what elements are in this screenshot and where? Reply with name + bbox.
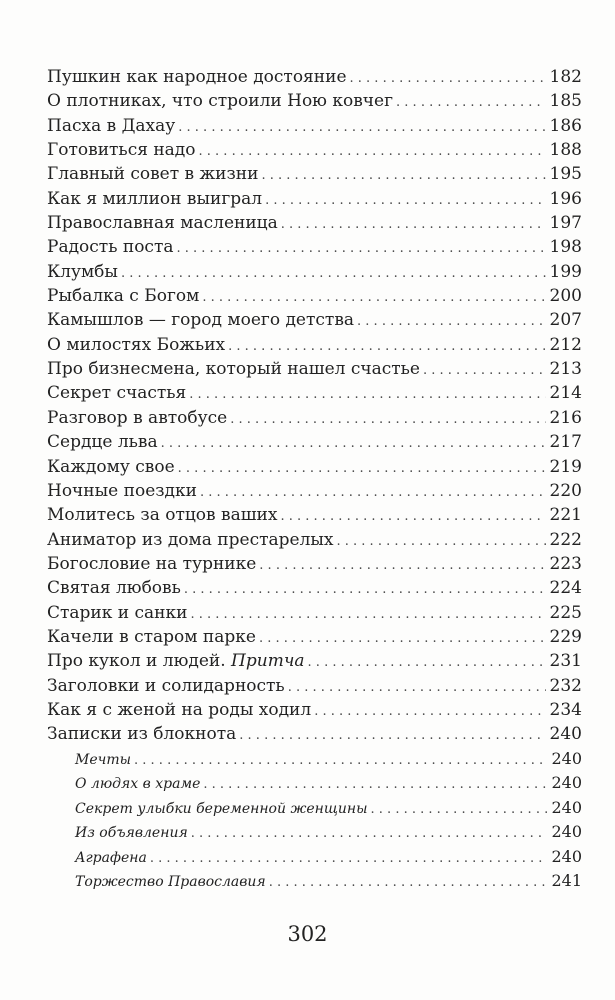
toc-entry-page: 214 [549, 383, 582, 404]
dot-leader [396, 91, 546, 115]
toc-entry-page: 213 [549, 359, 582, 380]
toc-entry [47, 455, 582, 479]
toc-subentry [47, 771, 582, 796]
toc-entry-title: Клумбы [47, 261, 118, 282]
dot-leader [280, 505, 545, 529]
dot-leader [423, 359, 546, 383]
toc-entry-page: 197 [549, 213, 582, 234]
dot-leader [199, 140, 546, 164]
dot-leader [288, 676, 546, 700]
toc-entry-title: Разговор в автобусе [47, 407, 228, 428]
toc-subentry-page: 240 [551, 748, 582, 768]
toc-subentry-title: Секрет улыбки беременной женщины [75, 800, 368, 817]
toc-entry [47, 187, 582, 211]
toc-subentry [47, 747, 582, 772]
toc-subentry-title: Из объявления [75, 825, 188, 842]
toc-entry-title: Каждому свое [47, 456, 175, 477]
table-of-contents [47, 65, 582, 894]
toc-entry-title: Пушкин как народное достояние [47, 67, 347, 87]
toc-entry-page: 200 [549, 286, 582, 307]
dot-leader [178, 116, 545, 140]
toc-entry-title: Заголовки и солидарность [47, 675, 285, 696]
toc-entry-title: Ночные поездки [47, 480, 197, 501]
toc-entry-title: Записки из блокнота [47, 724, 237, 745]
toc-entry-title: Старик и санки [47, 602, 188, 623]
dot-leader [184, 578, 546, 602]
toc-entry [47, 381, 582, 405]
toc-subentry-page: 240 [551, 846, 582, 866]
toc-entry-page: 229 [549, 626, 582, 647]
dot-leader [259, 627, 546, 651]
toc-entry-page: 217 [549, 432, 582, 453]
toc-entry [47, 601, 582, 625]
dot-leader [350, 67, 546, 91]
dot-leader [308, 651, 546, 675]
toc-entry [47, 65, 582, 89]
toc-entry-title: Рыбалка с Богом [47, 286, 200, 307]
toc-entry [47, 357, 582, 381]
toc-entry-page: 182 [549, 67, 582, 87]
dot-leader [203, 773, 547, 797]
toc-entry-title: Аниматор из дома престарелых [47, 529, 334, 550]
toc-entry-title-text: Про кукол и людей. [47, 651, 226, 672]
toc-entry-page: 234 [549, 699, 582, 720]
dot-leader [190, 603, 545, 627]
dot-leader [121, 262, 546, 286]
dot-leader [239, 724, 545, 748]
toc-entry [47, 528, 582, 552]
dot-leader [259, 554, 545, 578]
toc-entry-page: 223 [549, 553, 582, 574]
dot-leader [161, 432, 546, 456]
toc-entry-page: 195 [549, 164, 582, 185]
dot-leader [314, 700, 545, 724]
dot-leader [337, 530, 546, 554]
toc-entry [47, 674, 582, 698]
dot-leader [371, 798, 548, 822]
toc-entry-title: Про бизнесмена, который нашел счастье [47, 359, 420, 380]
dot-leader [230, 408, 545, 432]
toc-subentry [47, 869, 582, 894]
toc-entry-title: Как я с женой на роды ходил [47, 699, 312, 720]
toc-entry-title-italic: Притча [231, 651, 305, 672]
toc-entry [47, 722, 582, 746]
toc-entry-page: 212 [549, 334, 582, 355]
toc-entry [47, 333, 582, 357]
toc-entry [47, 479, 582, 503]
dot-leader [202, 286, 545, 310]
toc-entry-page: 224 [549, 578, 582, 599]
toc-subentry-title: Аграфена [75, 849, 147, 866]
toc-entry-title: Богословие на турнике [47, 553, 257, 574]
toc-entry-title: Сердце льва [47, 432, 158, 453]
toc-entry-title: Главный совет в жизни [47, 164, 259, 185]
toc-entry-page: 185 [549, 91, 582, 112]
toc-entry [47, 406, 582, 430]
dot-leader [178, 457, 546, 481]
toc-entry [47, 211, 582, 235]
toc-entry-title: Секрет счастья [47, 383, 187, 404]
toc-entry-page: 199 [549, 261, 582, 282]
toc-entry-page: 219 [549, 456, 582, 477]
toc-subentry-title: Торжество Православия [75, 874, 266, 891]
toc-subentry [47, 845, 582, 870]
toc-entry-title: Пасха в Дахау [47, 115, 176, 136]
toc-entry-page: 198 [549, 237, 582, 258]
toc-subentry-title: Мечты [75, 751, 132, 768]
toc-entry [47, 698, 582, 722]
toc-subentry [47, 820, 582, 845]
toc-entry-title [47, 649, 305, 673]
toc-entry-title: Качели в старом парке [47, 626, 256, 647]
page-number: 302 [287, 922, 328, 946]
toc-entry [47, 649, 582, 673]
toc-entry-page: 232 [549, 675, 582, 696]
dot-leader [261, 164, 545, 188]
toc-entry-page: 216 [549, 407, 582, 428]
toc-entry-title: Православная масленица [47, 213, 278, 234]
toc-entry-page: 240 [549, 724, 582, 745]
toc-entry-page: 186 [549, 115, 582, 136]
dot-leader [177, 237, 546, 261]
toc-entry [47, 260, 582, 284]
toc-entry [47, 114, 582, 138]
toc-entry [47, 138, 582, 162]
toc-entry-title: Молитесь за отцов ваших [47, 505, 278, 526]
toc-entry-page: 221 [549, 505, 582, 526]
toc-entry-page: 220 [549, 480, 582, 501]
toc-entry-page: 231 [549, 651, 582, 672]
toc-entry-page: 225 [549, 602, 582, 623]
toc-subentry-page: 240 [551, 773, 582, 793]
toc-entry-title: Камышлов — город моего детства [47, 310, 355, 331]
dot-leader [150, 847, 548, 871]
toc-entry [47, 89, 582, 113]
dot-leader [357, 310, 546, 334]
toc-entry [47, 503, 582, 527]
toc-entry [47, 625, 582, 649]
dot-leader [228, 335, 545, 359]
toc-subentry-page: 240 [551, 822, 582, 842]
toc-entry [47, 284, 582, 308]
toc-entry [47, 430, 582, 454]
toc-subentry-page: 241 [551, 871, 582, 891]
toc-entry-page: 207 [549, 310, 582, 331]
toc-entry [47, 576, 582, 600]
dot-leader [269, 871, 548, 895]
toc-entry-title: О милостях Божьих [47, 334, 226, 355]
toc-entry-page: 196 [549, 188, 582, 209]
dot-leader [281, 213, 546, 237]
toc-entry-page: 222 [549, 529, 582, 550]
toc-entry-title: Святая любовь [47, 578, 181, 599]
toc-entry-title: Радость поста [47, 237, 174, 258]
dot-leader [200, 481, 546, 505]
toc-entry [47, 552, 582, 576]
toc-entry [47, 162, 582, 186]
dot-leader [134, 749, 547, 773]
toc-entry [47, 235, 582, 259]
toc-subentry [47, 796, 582, 821]
dot-leader [265, 189, 545, 213]
dot-leader [189, 383, 545, 407]
toc-entry-title: Готовиться надо [47, 140, 196, 161]
toc-entry-page: 188 [549, 140, 582, 161]
toc-subentry-title: О людях в храме [75, 776, 201, 793]
toc-entry-title: Как я миллион выиграл [47, 188, 263, 209]
dot-leader [191, 822, 548, 846]
toc-subentry-page: 240 [551, 797, 582, 817]
toc-entry [47, 308, 582, 332]
toc-entry-title: О плотниках, что строили Ною ковчег [47, 91, 394, 112]
